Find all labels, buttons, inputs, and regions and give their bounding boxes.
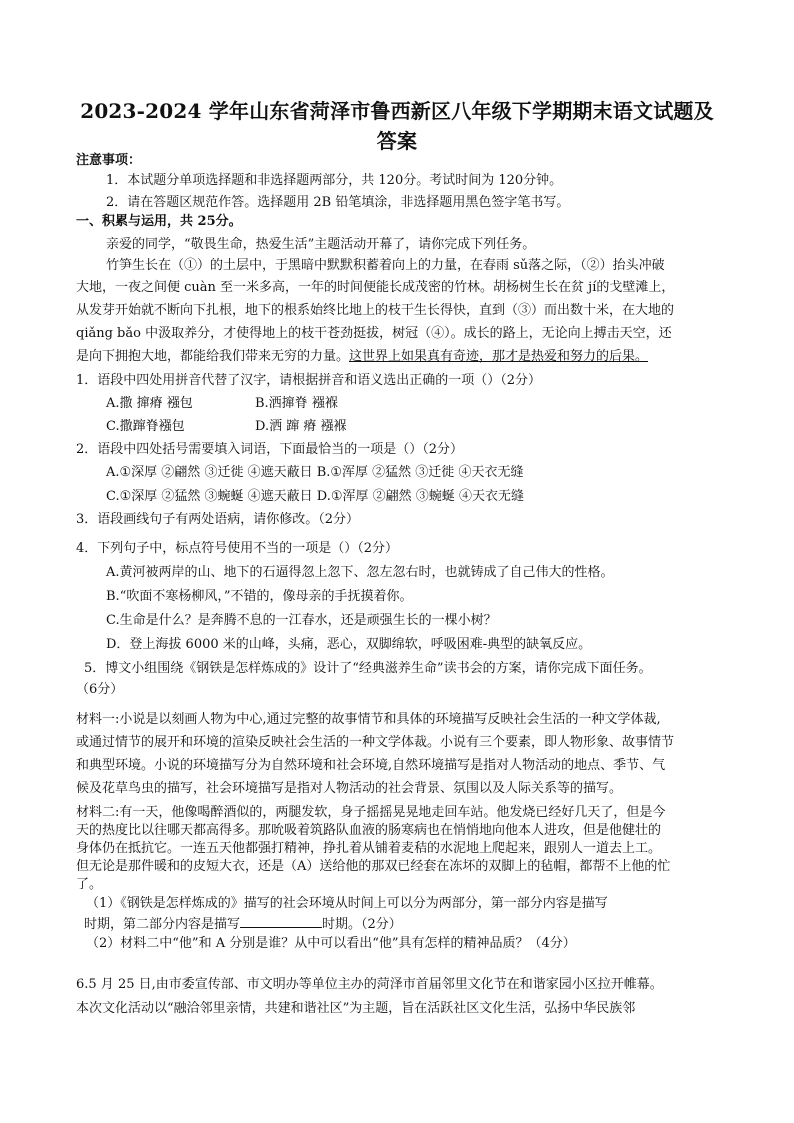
q5-stem-line2: （6分） [76, 682, 124, 697]
q6-line-2: 本次文化活动以“融洽邻里亲情，共建和谐社区”为主题，旨在活跃社区文化生活，弘扬中华民族邻 [76, 1001, 636, 1016]
q2-options-row2: C.①深厚 ②猛然 ③蜿蜒 ④遮天蔽日 D.①浑厚 ②翩然 ③蜿蜒 ④天衣无缝 [106, 489, 524, 504]
passage-line-1: 竹笋生长在（①）的土层中，于黑暗中默默积蓄着向上的力量，在春雨 sǔ落之际，（②）抬头冲破 [106, 258, 665, 273]
q5-stem-line1: 5．博文小组围绕《钢铁是怎样炼成的》设计了“经典滋养生命”读书会的方案，请你完成下面任务。 [84, 661, 652, 676]
q1-option-a: A.撒 撺瘠 襁包 [106, 396, 193, 411]
q2-stem: 2．语段中四处括号需要填入词语，下面最恰当的一项是（）（2分） [76, 442, 464, 457]
q5-sub1-line2 [84, 914, 402, 934]
answer-blank[interactable] [240, 914, 322, 928]
q2-options-row1: A.①深厚 ②翩然 ③迁徙 ④遮天蔽日 B.①浑厚 ②猛然 ③迁徙 ④天衣无缝 [106, 465, 524, 480]
notice-heading: 注意事项： [76, 153, 142, 168]
q4-stem: 4．下列句子中，标点符号使用不当的一项是（）（2分） [76, 541, 399, 556]
q5-sub1-text-a: 时期，第二部分内容是描写 [84, 917, 241, 932]
passage-last-plain: 是向下拥抱大地，都能给我们带来无穷的力量。 [76, 349, 350, 364]
passage-line-5 [76, 348, 648, 366]
q1-stem: 1．语段中四处用拼音代替了汉字，请根据拼音和语义选出正确的一项（）（2分） [76, 373, 542, 388]
material2-line-3: 身体仍在抵抗它。一连五天他都强打精神，挣扎着从铺着麦秸的水泥地上爬起来，跟别人一道去上工。 [76, 841, 662, 856]
page-title-line1: 2023-2024 学年山东省菏泽市鲁西新区八年级下学期期末语文试题及 [80, 99, 714, 123]
q1-option-b: B.洒撺脊 襁褓 [255, 396, 338, 411]
notice-item-1: 1．本试题分单项选择题和非选择题两部分，共 120分。考试时间为 120分钟。 [106, 173, 563, 188]
page-title-line2: 答案 [376, 129, 418, 153]
q6-line-1: 6.5 月 25 日,由市委宣传部、市文明办等单位主办的菏泽市首届邻里文化节在和谐家园小区拉开帷幕。 [76, 977, 663, 992]
material1-line-1: 材料一:小说是以刻画人物为中心,通过完整的故事情节和具体的环境描写反映社会生活的一种文学体裁, [76, 712, 661, 727]
notice-item-2: 2．请在答题区规范作答。选择题用 2B 铅笔填涂，非选择题用黑色签字笔书写。 [106, 195, 570, 210]
material2-line-1: 材料二:有一天，他像喝醉酒似的，两腿发软，身子摇摇晃晃地走回车站。他发烧已经好几天了，但是今 [76, 805, 666, 820]
material2-line-4: 但无论是那件暖和的皮短大衣，还是（A）送给他的那双已经套在冻坏的双脚上的毡帽，都帮不上他的忙 [76, 859, 671, 874]
passage-line-4: qiǎng bǎo 中汲取养分，才使得地上的枝干苍劲挺拔，树冠（④）。成长的路上，无论向上搏击天空，还 [76, 326, 672, 341]
material2-line-2: 天的热度比以往哪天都高得多。那吮吸着筑路队血液的肠寒病也在悄悄地向他本人进攻，但是他健壮的 [76, 823, 662, 838]
q5-sub1-text-b: 时期。（2分） [322, 917, 402, 932]
q1-option-c: C.撒蹿脊襁包 [106, 419, 185, 434]
material2-line-5: 了。 [76, 877, 103, 892]
q5-sub1-line1: （1）《钢铁是怎样炼成的》描写的社会环境从时间上可以分为两部分，第一部分内容是描写 [86, 896, 608, 911]
q4-option-b: B.“吹面不寒杨柳风，”不错的，像母亲的手抚摸着你。 [106, 589, 413, 604]
passage-line-2: 大地，一夜之间便 cuàn 至一米多高，一年的时间便能长成茂密的竹林。胡杨树生长在贫 jí的戈壁滩上， [76, 280, 675, 295]
passage-line-3: 从发芽开始就不断向下扎根，地下的根系始终比地上的枝干生长得快，直到（③）而出数十米，在大地的 [76, 303, 675, 318]
material1-line-4: 候及花草鸟虫的描写，社会环境描写是指对人物活动的社会背景、氛围以及人际关系等的描写。 [76, 781, 623, 796]
material1-line-2: 或通过情节的展开和环境的渲染反映社会生活的一种文学体裁。小说有三个要素，即人物形象、故事情节 [76, 735, 675, 750]
material1-line-3: 和典型环境。小说的环境描写分为自然环境和社会环境,自然环境描写是指对人物活动的地点、季节、气 [76, 758, 666, 773]
q3-stem: 3．语段画线句子有两处语病，请你修改。（2分） [76, 512, 360, 527]
section1-intro: 亲爱的同学，“敬畏生命，热爱生活”主题活动开幕了，请你完成下列任务。 [106, 237, 536, 252]
q4-option-a: A.黄河被两岸的山、地下的石逼得忽上忽下、忽左忽右时，也就铸成了自己伟大的性格。 [106, 565, 614, 580]
q5-sub2: （2）材料二中“他”和 A 分别是谁？从中可以看出“他”具有怎样的精神品质？（4分） [86, 936, 576, 951]
section1-heading: 一、积累与运用，共 25分。 [76, 214, 242, 229]
q1-option-d: D.洒 蹿 瘠 襁褓 [255, 419, 347, 434]
passage-underlined-sentence: 这世界上如果真有奇迹，那才是热爱和努力的后果。 [349, 349, 649, 364]
q4-option-d: D．登上海拔 6000 米的山峰，头痛，恶心，双脚绵软，呼吸困难-典型的缺氧反应。 [106, 637, 592, 652]
q4-option-c: C.生命是什么？是奔腾不息的一江春水，还是顽强生长的一棵小树？ [106, 613, 497, 628]
